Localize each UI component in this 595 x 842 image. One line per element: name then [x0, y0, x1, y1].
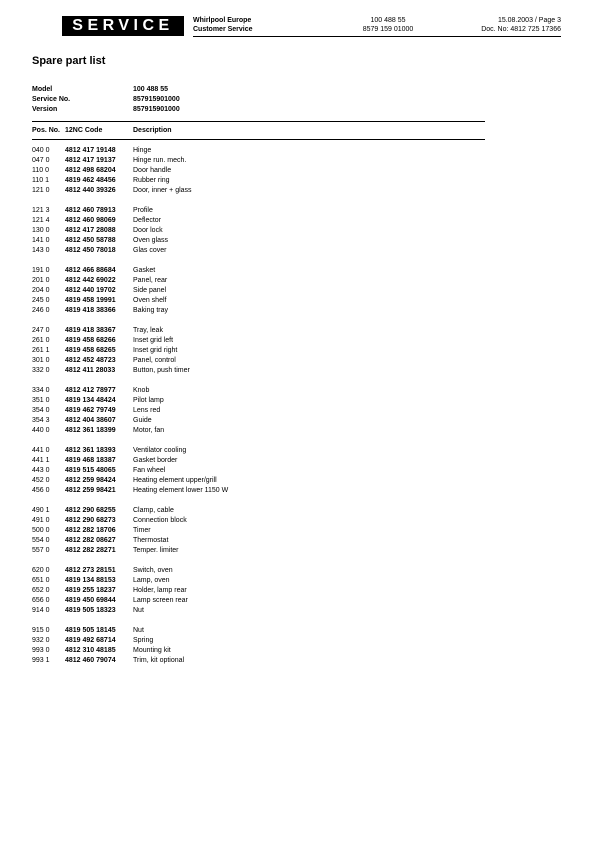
table-row [32, 336, 333, 346]
part-code: 4819 515 48065 [65, 467, 116, 474]
part-description: Fan wheel [133, 467, 166, 474]
part-position: 452 0 [32, 477, 50, 484]
part-description: Hinge [133, 147, 152, 154]
part-description: Baking tray [133, 307, 169, 314]
model-info [32, 85, 180, 115]
table-row [32, 306, 333, 316]
part-description: Switch, oven [133, 567, 173, 574]
part-description: Lamp, oven [133, 577, 170, 584]
part-description: Mounting kit [133, 647, 171, 654]
part-code: 4812 412 78977 [65, 387, 116, 394]
table-row [32, 586, 333, 596]
table-row [32, 146, 333, 156]
part-position: 110 1 [32, 177, 49, 184]
part-position: 441 1 [32, 457, 50, 464]
part-description: Temper. limiter [133, 547, 179, 554]
part-code: 4819 450 69844 [65, 597, 116, 604]
part-description: Heating element lower 1150 W [133, 487, 229, 494]
table-row [32, 406, 333, 416]
column-header-code: 12NC Code [65, 127, 103, 134]
part-position: 143 0 [32, 247, 50, 254]
part-group [32, 266, 333, 316]
table-row [32, 516, 333, 526]
part-description: Nut [133, 607, 144, 614]
table-row [32, 456, 333, 466]
service-banner: SERVICE [62, 16, 184, 36]
meta-row-version [32, 105, 180, 115]
part-description: Door lock [133, 227, 163, 234]
table-row [32, 426, 333, 436]
part-position: 204 0 [32, 287, 50, 294]
part-description: Lamp screen rear [133, 597, 188, 604]
part-description: Nut [133, 627, 144, 634]
part-group [32, 626, 333, 666]
part-description: Hinge run. mech. [133, 157, 187, 164]
part-group [32, 506, 333, 556]
document-info-block [481, 17, 561, 34]
table-row [32, 326, 333, 336]
part-position: 914 0 [32, 607, 50, 614]
part-group [32, 566, 333, 616]
table-row [32, 536, 333, 546]
part-description: Pilot lamp [133, 397, 164, 404]
page-title: Spare part list [32, 55, 106, 67]
table-row [32, 656, 333, 666]
part-position: 332 0 [32, 367, 50, 374]
part-position: 191 0 [32, 267, 50, 274]
table-row [32, 476, 333, 486]
part-code: 4812 498 68204 [65, 167, 116, 174]
table-row [32, 636, 333, 646]
table-row [32, 386, 333, 396]
part-code: 4812 361 18393 [65, 447, 116, 454]
part-description: Motor, fan [133, 427, 165, 434]
part-code: 4819 468 18387 [65, 457, 116, 464]
part-group [32, 326, 333, 376]
table-row [32, 546, 333, 556]
part-position: 500 0 [32, 527, 50, 534]
part-group [32, 446, 333, 496]
table-row [32, 266, 333, 276]
part-code: 4812 310 48185 [65, 647, 116, 654]
part-position: 245 0 [32, 297, 50, 304]
part-description: Side panel [133, 287, 167, 294]
part-position: 993 0 [32, 647, 50, 654]
table-row [32, 366, 333, 376]
part-description: Deflector [133, 217, 162, 224]
header-model-number: 100 488 55 [370, 17, 406, 24]
table-row [32, 276, 333, 286]
part-position: 993 1 [32, 657, 50, 664]
part-code: 4812 442 69022 [65, 277, 116, 284]
part-code: 4819 418 38367 [65, 327, 116, 334]
part-description: Inset grid right [133, 347, 178, 354]
part-description: Door, inner + glass [133, 187, 192, 194]
part-code: 4819 505 18323 [65, 607, 116, 614]
part-position: 110 0 [32, 167, 49, 174]
table-top-rule [32, 121, 485, 122]
part-position: 121 3 [32, 207, 50, 214]
part-description: Panel, rear [133, 277, 168, 284]
table-row [32, 296, 333, 306]
part-code: 4812 404 38607 [65, 417, 116, 424]
part-code: 4812 440 39326 [65, 187, 116, 194]
part-position: 456 0 [32, 487, 50, 494]
table-row [32, 356, 333, 366]
company-department: Customer Service [193, 25, 253, 33]
part-position: 351 0 [32, 397, 50, 404]
table-row [32, 416, 333, 426]
table-row [32, 206, 333, 216]
part-description: Button, push timer [133, 367, 190, 374]
part-description: Trim, kit optional [133, 657, 185, 664]
part-code: 4812 452 48723 [65, 357, 116, 364]
table-row [32, 396, 333, 406]
part-code: 4812 282 18706 [65, 527, 116, 534]
column-header-pos: Pos. No. [32, 127, 61, 134]
part-code: 4819 255 18237 [65, 587, 116, 594]
part-code: 4812 460 79074 [65, 657, 116, 664]
meta-label: Version [32, 106, 58, 113]
part-description: Spring [133, 637, 154, 644]
meta-label: Service No. [32, 96, 71, 103]
part-description: Oven glass [133, 237, 169, 244]
part-position: 915 0 [32, 627, 50, 634]
document-number: Doc. No: 4812 725 17366 [481, 25, 561, 33]
part-code: 4819 134 48424 [65, 397, 116, 404]
part-position: 656 0 [32, 597, 50, 604]
part-code: 4812 466 88684 [65, 267, 116, 274]
part-description: Profile [133, 207, 153, 214]
part-position: 443 0 [32, 467, 50, 474]
part-position: 247 0 [32, 327, 50, 334]
part-description: Rubber ring [133, 177, 170, 184]
part-code: 4812 450 78018 [65, 247, 116, 254]
table-header [32, 127, 172, 134]
part-position: 246 0 [32, 307, 50, 314]
meta-label: Model [32, 86, 53, 93]
meta-value: 857915901000 [133, 106, 180, 113]
part-code: 4812 259 98424 [65, 477, 116, 484]
part-code: 4819 458 19991 [65, 297, 116, 304]
part-description: Oven shelf [133, 297, 167, 304]
part-group [32, 206, 333, 256]
table-row [32, 596, 333, 606]
table-row [32, 156, 333, 166]
part-code: 4812 282 08627 [65, 537, 116, 544]
part-code: 4812 361 18399 [65, 427, 116, 434]
part-position: 121 4 [32, 217, 50, 224]
part-code: 4812 290 68273 [65, 517, 116, 524]
part-position: 620 0 [32, 567, 50, 574]
part-code: 4819 462 48456 [65, 177, 116, 184]
table-row [32, 176, 333, 186]
part-position: 141 0 [32, 237, 50, 244]
parts-list [32, 146, 333, 676]
column-header-description: Description [133, 127, 172, 134]
part-position: 557 0 [32, 547, 50, 554]
part-position: 354 0 [32, 407, 50, 414]
table-row [32, 576, 333, 586]
part-code: 4812 290 68255 [65, 507, 116, 514]
part-description: Inset grid left [133, 337, 174, 344]
table-row [32, 506, 333, 516]
part-description: Thermostat [133, 537, 169, 544]
company-block [193, 17, 253, 34]
part-description: Tray, leak [133, 327, 163, 334]
part-position: 651 0 [32, 577, 50, 584]
header-service-number: 8579 159 01000 [362, 25, 414, 33]
part-position: 932 0 [32, 637, 50, 644]
part-position: 261 0 [32, 337, 50, 344]
part-code: 4819 418 38366 [65, 307, 116, 314]
part-code: 4812 460 98069 [65, 217, 116, 224]
table-row [32, 186, 333, 196]
table-row [32, 526, 333, 536]
part-code: 4819 492 68714 [65, 637, 116, 644]
model-block [349, 17, 427, 34]
part-description: Heating element upper/grill [133, 477, 217, 484]
part-code: 4819 505 18145 [65, 627, 116, 634]
part-description: Clamp, cable [133, 507, 174, 514]
part-description: Door handle [133, 167, 172, 174]
part-position: 441 0 [32, 447, 50, 454]
part-position: 121 0 [32, 187, 50, 194]
meta-value: 857915901000 [133, 96, 180, 103]
part-position: 301 0 [32, 357, 50, 364]
part-position: 354 3 [32, 417, 50, 424]
part-position: 554 0 [32, 537, 50, 544]
part-description: Timer [133, 527, 151, 534]
part-position: 491 0 [32, 517, 50, 524]
part-code: 4819 462 79749 [65, 407, 116, 414]
part-description: Connection block [133, 517, 187, 524]
part-position: 334 0 [32, 387, 50, 394]
part-group [32, 146, 333, 196]
company-name: Whirlpool Europe [193, 17, 252, 24]
table-row [32, 226, 333, 236]
meta-value: 100 488 55 [133, 86, 169, 93]
part-code: 4812 273 28151 [65, 567, 116, 574]
part-code: 4819 458 68265 [65, 347, 116, 354]
header-divider [193, 36, 561, 37]
part-code: 4812 417 28088 [65, 227, 116, 234]
table-row [32, 606, 333, 616]
part-description: Panel, control [133, 357, 176, 364]
table-row [32, 466, 333, 476]
table-row [32, 246, 333, 256]
part-description: Gasket border [133, 457, 178, 464]
part-group [32, 386, 333, 436]
part-code: 4812 259 98421 [65, 487, 116, 494]
part-code: 4812 417 19148 [65, 147, 116, 154]
part-description: Guide [133, 417, 152, 424]
part-code: 4812 411 28033 [65, 367, 116, 374]
part-code: 4812 417 19137 [65, 157, 116, 164]
part-description: Gasket [133, 267, 156, 274]
table-row [32, 166, 333, 176]
part-position: 130 0 [32, 227, 50, 234]
table-row [32, 486, 333, 496]
part-code: 4812 450 58788 [65, 237, 116, 244]
part-code: 4819 458 68266 [65, 337, 116, 344]
part-description: Glas cover [133, 247, 167, 254]
part-position: 040 0 [32, 147, 50, 154]
part-position: 201 0 [32, 277, 50, 284]
table-row [32, 566, 333, 576]
table-row [32, 646, 333, 656]
table-row [32, 346, 333, 356]
part-code: 4812 460 78913 [65, 207, 116, 214]
part-code: 4812 282 28271 [65, 547, 116, 554]
part-description: Holder, lamp rear [133, 587, 187, 594]
part-description: Knob [133, 387, 150, 394]
meta-row-service-no [32, 95, 180, 105]
part-code: 4819 134 88153 [65, 577, 116, 584]
meta-row-model [32, 85, 180, 95]
part-description: Lens red [133, 407, 161, 414]
table-row [32, 446, 333, 456]
part-code: 4812 440 19702 [65, 287, 116, 294]
part-position: 490 1 [32, 507, 50, 514]
part-position: 440 0 [32, 427, 50, 434]
part-description: Ventilator cooling [133, 447, 187, 454]
date-page: 15.08.2003 / Page 3 [497, 17, 561, 24]
table-row [32, 216, 333, 226]
part-position: 261 1 [32, 347, 50, 354]
part-position: 047 0 [32, 157, 50, 164]
part-position: 652 0 [32, 587, 50, 594]
table-header-rule [32, 139, 485, 140]
table-row [32, 626, 333, 636]
table-row [32, 286, 333, 296]
table-row [32, 236, 333, 246]
